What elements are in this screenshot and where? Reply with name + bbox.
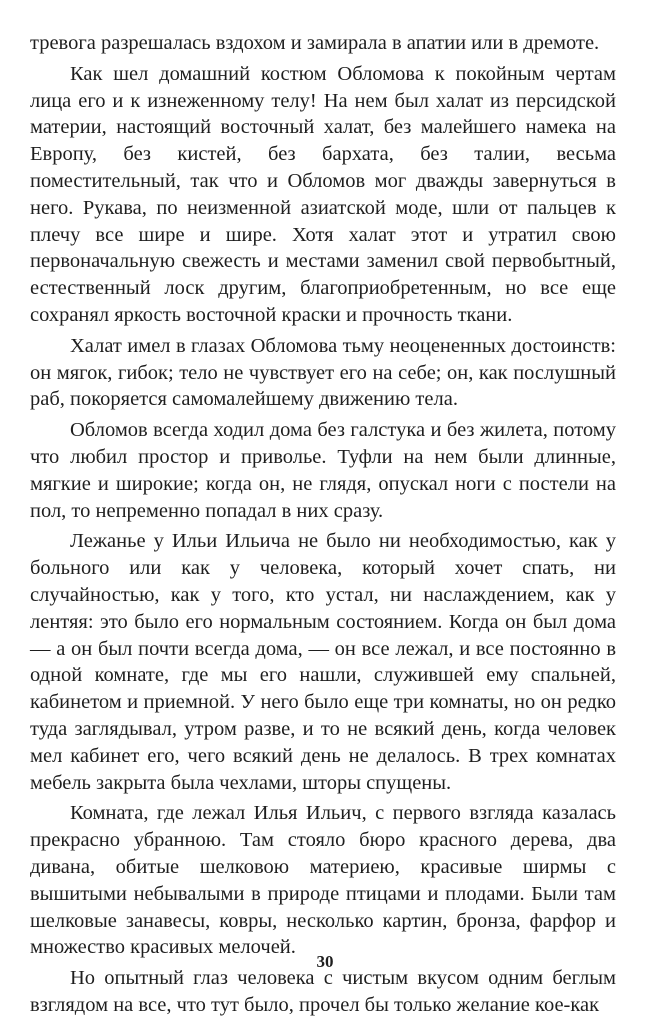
paragraph-continuation: тревога разрешалась вздохом и замирала в апатии или в дремоте.: [30, 32, 600, 54]
paragraph-lying: Лежанье у Ильи Ильича не было ни необходимостью, как у больного или как у человека, который хочет спать, ни случайностью, как у того, кто устал, ни наслаждением, как у лентяя: это было его нормальным состоянием. Когда он был дома — а он был почти всегда дома, — он все лежал, и все постоянно в одной комнате, где мы его нашли, служившей ему спальней, кабинетом и приемной. У него было еще три комнаты, но он редко туда заглядывал, утром разве, и то не всякий день, когда человек мел кабинет его, чего всякий день не делалось. В трех комнатах мебель закрыта была чехлами, шторы спущены.: [30, 530, 616, 794]
paragraph-room: Комната, где лежал Илья Ильич, с первого взгляда казалась прекрасно убранною. Там стояло бюро красного дерева, два дивана, обитые шелковою материею, красивые ширмы с вышитыми небывалыми в природе птицами и плодами. Были там шелковые занавесы, ковры, несколько картин, бронза, фарфор и множество красивых мелочей.: [30, 802, 616, 959]
page-number: 30: [316, 952, 334, 971]
paragraph-robe-virtues: Халат имел в глазах Обломова тьму неоцененных достоинств: он мягок, гибок; тело не чувствует его на себе; он, как послушный раб, покоряется самомалейшему движению тела.: [30, 334, 616, 411]
page-body: [30, 30, 616, 1019]
paragraph-experienced-eye: Но опытный глаз человека с чистым вкусом одним беглым взглядом на все, что тут было, прочел бы только желание кое-как: [30, 967, 616, 1016]
paragraph-slippers: Обломов всегда ходил дома без галстука и без жилета, потому что любил простор и приволье. Туфли на нем были длинные, мягкие и широкие; когда он, не глядя, опускал ноги с постели на пол, то непременно попадал в них сразу.: [30, 419, 616, 522]
paragraph-costume: Как шел домашний костюм Обломова к покойным чертам лица его и к изнеженному телу! На нем был халат из персидской материи, настоящий восточный халат, без малейшего намека на Европу, без кистей, без бархата, без талии, весьма поместительный, так что и Обломов мог дважды завернуться в него. Рукава, по неизменной азиатской моде, шли от пальцев к плечу все шире и шире. Хотя халат этот и утратил свою первоначальную свежесть и местами заменил свой первобытный, естественный лоск другим, благоприобретенным, но все еще сохранял яркость восточной краски и прочность ткани.: [30, 62, 616, 326]
